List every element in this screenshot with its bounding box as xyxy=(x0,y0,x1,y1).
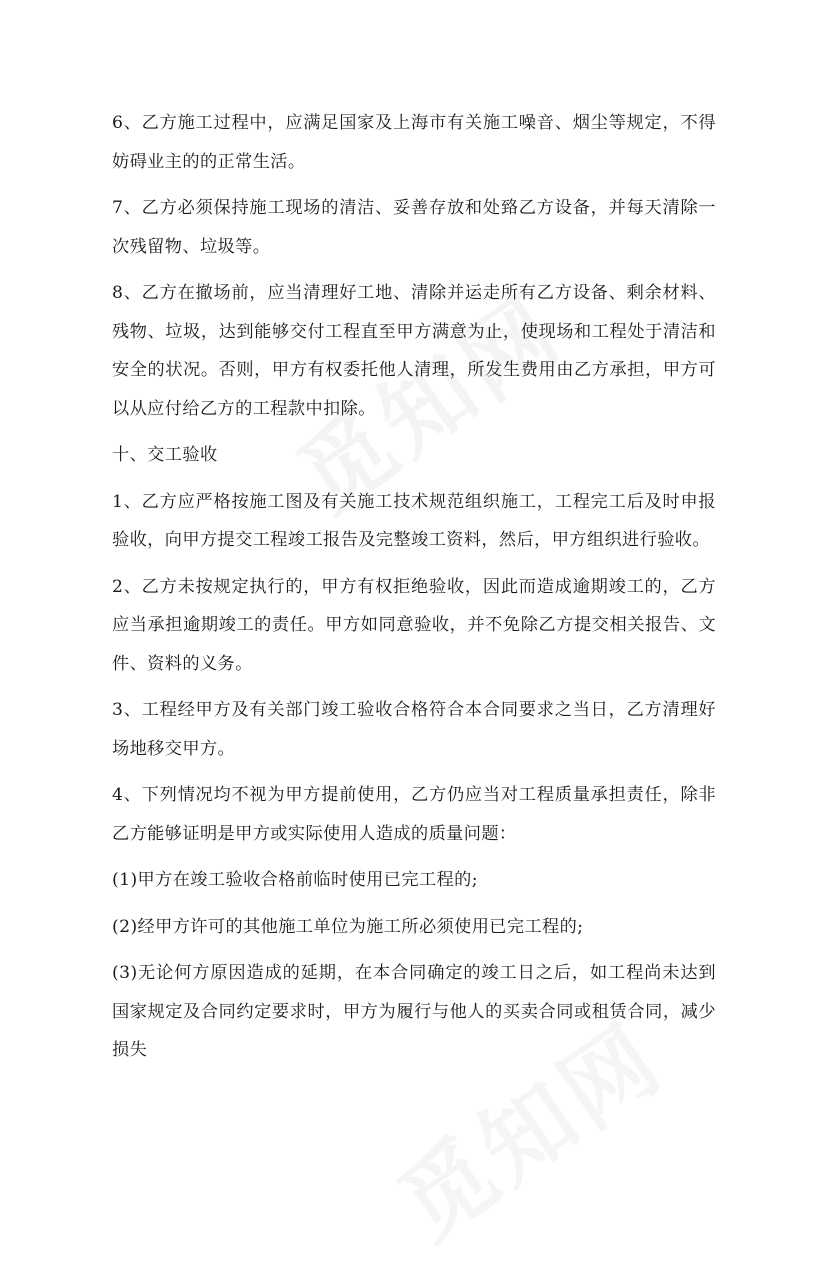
paragraph-acceptance-4: 4、下列情况均不视为甲方提前使用，乙方仍应当对工程质量承担责任，除非乙方能够证明是甲方或实际使用人造成的质量问题： xyxy=(112,785,716,844)
section-heading-acceptance: 十、交工验收 xyxy=(112,445,218,465)
paragraph-7: 7、乙方必须保持施工现场的清洁、妥善存放和处臵乙方设备，并每天清除一次残留物、垃圾等。 xyxy=(112,198,716,257)
document-body xyxy=(112,104,716,1078)
paragraph-8: 8、乙方在撤场前，应当清理好工地、清除并运走所有乙方设备、剩余材料、残物、垃圾，达到能够交付工程直至甲方满意为止，使现场和工程处于清洁和安全的状况。否则，甲方有权委托他人清理，所发生费用由乙方承担，甲方可以从应付给乙方的工程款中扣除。 xyxy=(112,283,716,419)
paragraph-acceptance-3: 3、工程经甲方及有关部门竣工验收合格符合本合同要求之当日，乙方清理好场地移交甲方。 xyxy=(112,700,716,759)
paragraph-acceptance-2: 2、乙方未按规定执行的，甲方有权拒绝验收，因此而造成逾期竣工的，乙方应当承担逾期竣工的责任。甲方如同意验收，并不免除乙方提交相关报告、文件、资料的义务。 xyxy=(112,576,716,674)
list-item-3: (3)无论何方原因造成的延期，在本合同确定的竣工日之后，如工程尚未达到国家规定及合同约定要求时，甲方为履行与他人的买卖合同或租赁合同，减少损失 xyxy=(112,963,716,1060)
paragraph-6: 6、乙方施工过程中，应满足国家及上海市有关施工噪音、烟尘等规定，不得妨碍业主的的正常生活。 xyxy=(112,113,716,172)
list-item-1: (1)甲方在竣工验收合格前临时使用已完工程的; xyxy=(112,870,478,890)
list-item-2: (2)经甲方许可的其他施工单位为施工所必须使用已完工程的; xyxy=(112,916,584,937)
paragraph-acceptance-1: 1、乙方应严格按施工图及有关施工技术规范组织施工，工程完工后及时申报验收，向甲方提交工程竣工报告及完整竣工资料，然后，甲方组织进行验收。 xyxy=(112,491,716,550)
